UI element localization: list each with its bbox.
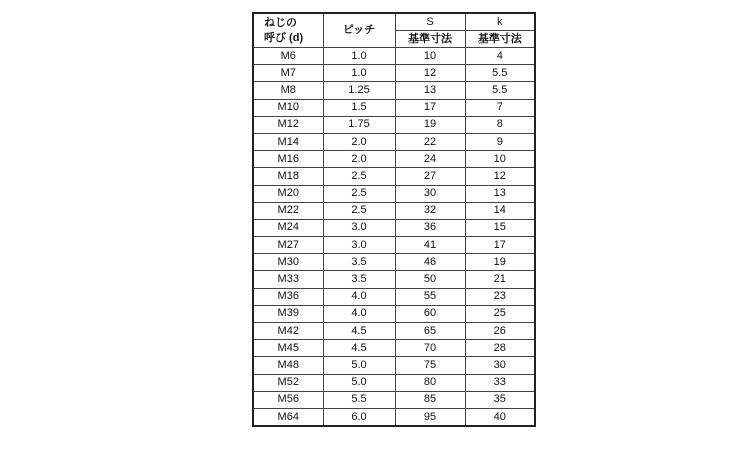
table-row [253, 219, 535, 236]
cell-pitch: 1.0 [323, 48, 395, 65]
header-k: k [465, 13, 535, 31]
cell-pitch: 5.5 [323, 391, 395, 408]
table-row [253, 288, 535, 305]
cell-thread-size: M14 [253, 133, 323, 150]
cell-k: 4 [465, 48, 535, 65]
cell-k: 12 [465, 168, 535, 185]
cell-k: 33 [465, 374, 535, 391]
cell-s: 10 [395, 48, 465, 65]
cell-s: 60 [395, 305, 465, 322]
cell-pitch: 1.0 [323, 65, 395, 82]
cell-thread-size: M18 [253, 168, 323, 185]
table-row [253, 237, 535, 254]
cell-s: 17 [395, 99, 465, 116]
table-row [253, 185, 535, 202]
cell-pitch: 6.0 [323, 408, 395, 426]
cell-pitch: 2.0 [323, 151, 395, 168]
cell-thread-size: M30 [253, 254, 323, 271]
cell-thread-size: M12 [253, 116, 323, 133]
header-s-nominal: 基準寸法 [395, 31, 465, 48]
cell-thread-size: M33 [253, 271, 323, 288]
table-row [253, 254, 535, 271]
cell-pitch: 5.0 [323, 374, 395, 391]
cell-thread-size: M45 [253, 340, 323, 357]
cell-k: 5.5 [465, 65, 535, 82]
cell-s: 46 [395, 254, 465, 271]
header-pitch: ピッチ [323, 13, 395, 48]
cell-k: 19 [465, 254, 535, 271]
cell-pitch: 3.5 [323, 271, 395, 288]
cell-k: 35 [465, 391, 535, 408]
header-thread-size [253, 13, 323, 48]
cell-thread-size: M48 [253, 357, 323, 374]
table-row [253, 271, 535, 288]
cell-k: 21 [465, 271, 535, 288]
cell-s: 27 [395, 168, 465, 185]
table-row [253, 374, 535, 391]
table-row [253, 99, 535, 116]
table-row [253, 116, 535, 133]
cell-thread-size: M7 [253, 65, 323, 82]
cell-thread-size: M64 [253, 408, 323, 426]
cell-pitch: 2.5 [323, 185, 395, 202]
cell-k: 17 [465, 237, 535, 254]
table-row [253, 168, 535, 185]
cell-k: 7 [465, 99, 535, 116]
cell-k: 15 [465, 219, 535, 236]
table-row [253, 48, 535, 65]
cell-k: 28 [465, 340, 535, 357]
table-row [253, 340, 535, 357]
cell-s: 55 [395, 288, 465, 305]
cell-s: 32 [395, 202, 465, 219]
table-row [253, 391, 535, 408]
cell-s: 36 [395, 219, 465, 236]
cell-pitch: 1.25 [323, 82, 395, 99]
cell-k: 30 [465, 357, 535, 374]
cell-thread-size: M8 [253, 82, 323, 99]
table-row [253, 133, 535, 150]
table-row [253, 65, 535, 82]
cell-s: 95 [395, 408, 465, 426]
cell-thread-size: M6 [253, 48, 323, 65]
cell-pitch: 4.5 [323, 340, 395, 357]
cell-pitch: 1.5 [323, 99, 395, 116]
cell-s: 50 [395, 271, 465, 288]
cell-s: 75 [395, 357, 465, 374]
table-row [253, 408, 535, 426]
table-row [253, 305, 535, 322]
cell-thread-size: M20 [253, 185, 323, 202]
cell-k: 23 [465, 288, 535, 305]
cell-pitch: 3.5 [323, 254, 395, 271]
cell-pitch: 3.0 [323, 237, 395, 254]
table-body [253, 48, 535, 427]
cell-pitch: 3.0 [323, 219, 395, 236]
header-thread-size-line2: 呼び (d) [264, 31, 304, 44]
cell-pitch: 2.0 [323, 133, 395, 150]
cell-s: 13 [395, 82, 465, 99]
table-row [253, 323, 535, 340]
table-row [253, 82, 535, 99]
cell-s: 19 [395, 116, 465, 133]
cell-k: 14 [465, 202, 535, 219]
header-s: S [395, 13, 465, 31]
cell-thread-size: M10 [253, 99, 323, 116]
cell-s: 41 [395, 237, 465, 254]
cell-thread-size: M56 [253, 391, 323, 408]
cell-thread-size: M36 [253, 288, 323, 305]
cell-pitch: 4.0 [323, 288, 395, 305]
cell-k: 5.5 [465, 82, 535, 99]
header-k-nominal: 基準寸法 [465, 31, 535, 48]
cell-thread-size: M52 [253, 374, 323, 391]
cell-s: 80 [395, 374, 465, 391]
cell-k: 40 [465, 408, 535, 426]
table-header [253, 13, 535, 48]
cell-k: 13 [465, 185, 535, 202]
cell-thread-size: M22 [253, 202, 323, 219]
cell-k: 10 [465, 151, 535, 168]
cell-s: 12 [395, 65, 465, 82]
cell-s: 65 [395, 323, 465, 340]
cell-s: 30 [395, 185, 465, 202]
cell-s: 22 [395, 133, 465, 150]
cell-k: 26 [465, 323, 535, 340]
cell-s: 85 [395, 391, 465, 408]
cell-s: 24 [395, 151, 465, 168]
cell-pitch: 4.5 [323, 323, 395, 340]
cell-k: 25 [465, 305, 535, 322]
cell-thread-size: M24 [253, 219, 323, 236]
cell-pitch: 2.5 [323, 202, 395, 219]
cell-pitch: 5.0 [323, 357, 395, 374]
cell-pitch: 2.5 [323, 168, 395, 185]
bolt-dimension-table [252, 12, 536, 427]
cell-thread-size: M27 [253, 237, 323, 254]
cell-k: 8 [465, 116, 535, 133]
header-thread-size-line1: ねじの [264, 17, 297, 30]
table-row [253, 357, 535, 374]
cell-pitch: 1.75 [323, 116, 395, 133]
cell-thread-size: M42 [253, 323, 323, 340]
cell-k: 9 [465, 133, 535, 150]
cell-thread-size: M39 [253, 305, 323, 322]
table-row [253, 151, 535, 168]
table-row [253, 202, 535, 219]
cell-thread-size: M16 [253, 151, 323, 168]
cell-s: 70 [395, 340, 465, 357]
cell-pitch: 4.0 [323, 305, 395, 322]
